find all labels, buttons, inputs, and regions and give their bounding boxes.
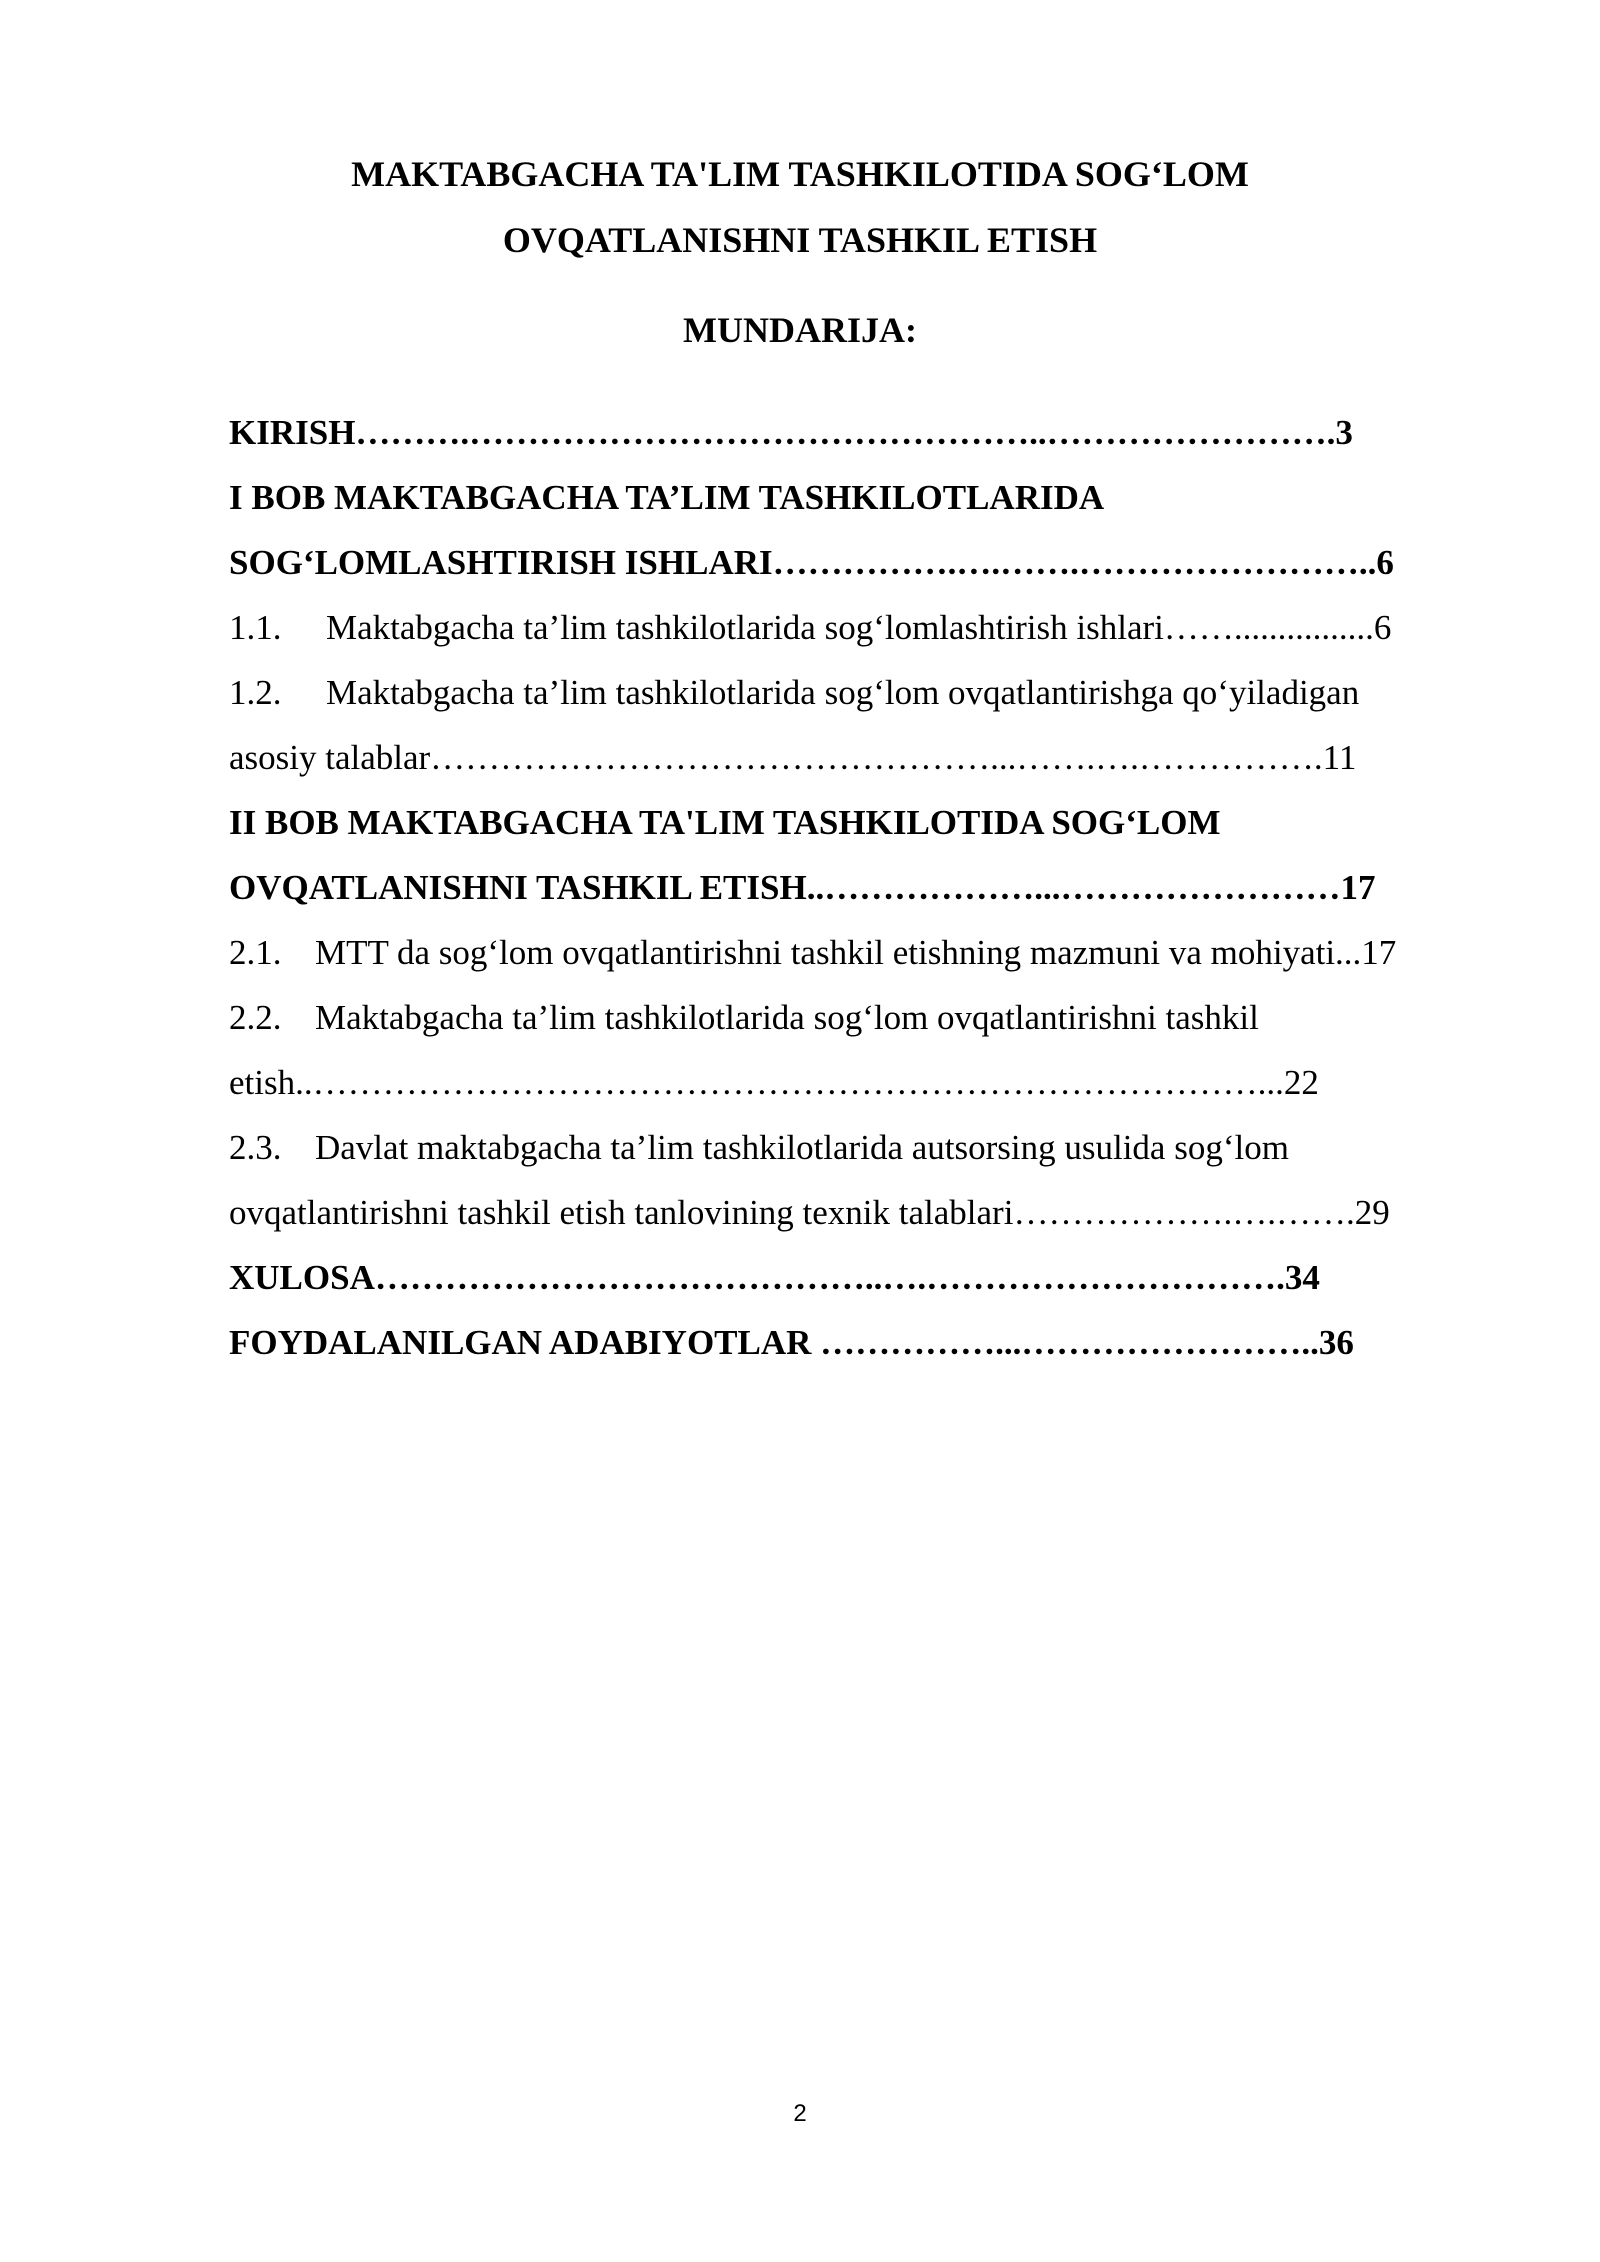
toc-entry-chapter-2-line-1[interactable] [229, 790, 1484, 855]
toc-entry-text: KIRISH……….…………………………………………..…………………….3 [229, 413, 1353, 452]
table-of-contents [229, 400, 1484, 1375]
toc-entry-chapter-1-line-1[interactable] [229, 465, 1484, 530]
toc-entry-text: XULOSA……………………………………..….………………………….34 [229, 1258, 1320, 1297]
toc-entry-text: Maktabgacha ta’lim tashkilotlarida sog‘lom ovqatlantirishni tashkil [315, 998, 1259, 1037]
toc-entry-number: 1.1. [229, 608, 282, 647]
toc-entry-references[interactable] [229, 1310, 1484, 1375]
toc-entry-text: SOG‘LOMLASHTIRISH ISHLARI…………….….…….……………………..6 [229, 543, 1394, 582]
toc-entry-number: 1.2. [229, 673, 282, 712]
toc-entry-text: OVQATLANISHNI TASHKIL ETISH..………………...……………………17 [229, 868, 1376, 907]
toc-entry-introduction[interactable] [229, 400, 1484, 465]
contents-heading: MUNDARIJA: [683, 310, 917, 350]
toc-entry-conclusion[interactable] [229, 1245, 1484, 1310]
toc-entry-number: 2.2. [229, 998, 282, 1037]
toc-entry-text: II BOB MAKTABGACHA TA'LIM TASHKILOTIDA SOG‘LOM [229, 803, 1221, 842]
toc-entry-text: Davlat maktabgacha ta’lim tashkilotlarida autsorsing usulida sog‘lom [315, 1128, 1289, 1167]
toc-entry-text: MTT da sog‘lom ovqatlantirishni tashkil etishning mazmuni va mohiyati...17 [315, 933, 1397, 972]
document-title-line-2: OVQATLANISHNI TASHKIL ETISH [502, 220, 1098, 260]
toc-entry-text: I BOB MAKTABGACHA TA’LIM TASHKILOTLARIDA [229, 478, 1105, 517]
toc-entry-text: etish..………………………………………………………………………...22 [229, 1063, 1319, 1102]
toc-entry-text: Maktabgacha ta’lim tashkilotlarida sog‘lomlashtirish ishlari……................6 [326, 608, 1392, 647]
toc-entry-chapter-1-line-2[interactable] [229, 530, 1484, 595]
document-title-line-1: MAKTABGACHA TA'LIM TASHKILOTIDA SOG‘LOM [351, 154, 1249, 194]
toc-entry-text: ovqatlantirishni tashkil etish tanlovining texnik talablari……………….….…….29 [229, 1193, 1390, 1232]
toc-entry-section-1-2-line-1[interactable] [229, 660, 1484, 725]
toc-entry-text: asosiy talablar…………………………………………...…….….…………….11 [229, 738, 1357, 777]
toc-entry-section-1-1[interactable] [229, 595, 1484, 660]
toc-entry-number: 2.3. [229, 1128, 282, 1167]
toc-entry-number: 2.1. [229, 933, 282, 972]
toc-entry-section-2-3-line-2[interactable] [229, 1180, 1484, 1245]
toc-entry-section-2-3-line-1[interactable] [229, 1115, 1484, 1180]
toc-entry-section-2-2-line-2[interactable] [229, 1050, 1484, 1115]
page-number: 2 [793, 2100, 807, 2127]
toc-entry-text: FOYDALANILGAN ADABIYOTLAR ……………...……………………..36 [229, 1323, 1354, 1362]
toc-entry-section-2-2-line-1[interactable] [229, 985, 1484, 1050]
toc-entry-section-1-2-line-2[interactable] [229, 725, 1484, 790]
toc-entry-chapter-2-line-2[interactable] [229, 855, 1484, 920]
toc-entry-section-2-1[interactable] [229, 920, 1484, 985]
toc-entry-text: Maktabgacha ta’lim tashkilotlarida sog‘lom ovqatlantirishga qo‘yiladigan [326, 673, 1360, 712]
